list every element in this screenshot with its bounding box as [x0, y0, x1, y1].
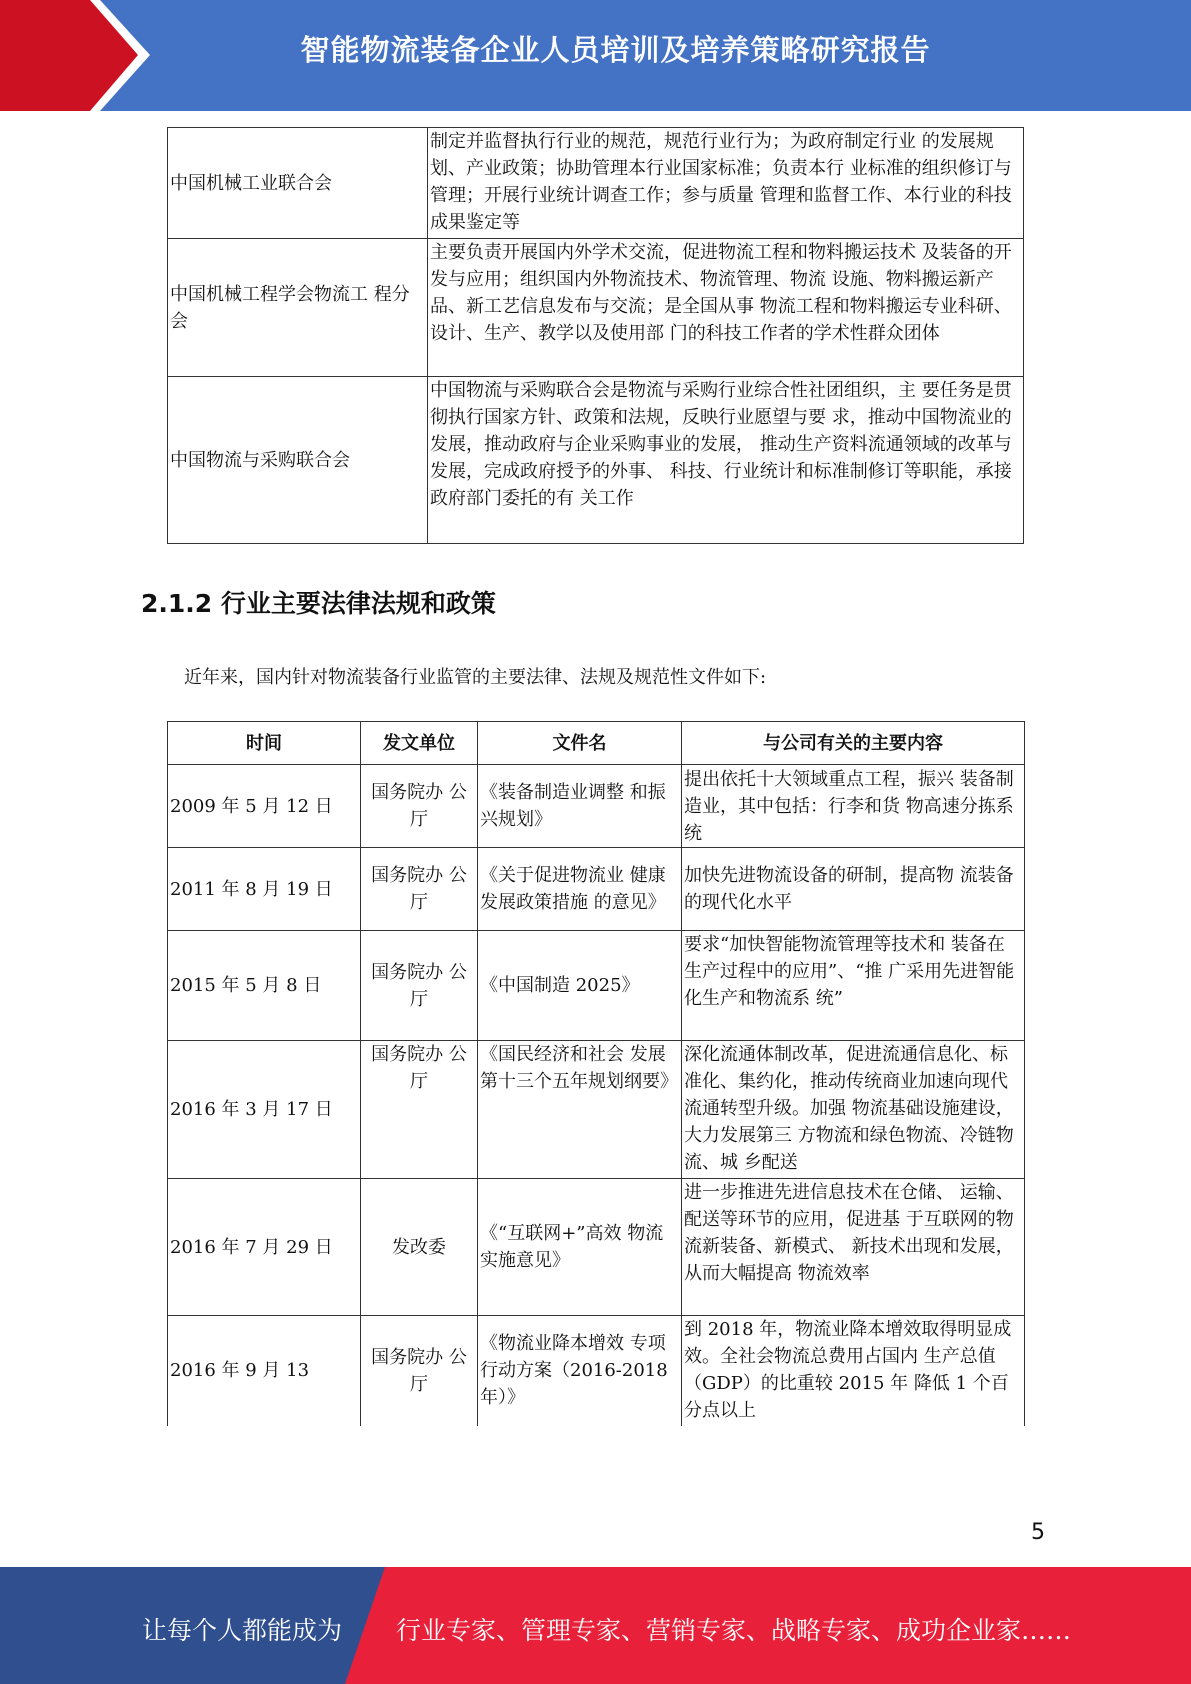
page-header	[0, 0, 1191, 111]
cell-doc: 《国民经济和社会 发展第十三个五年规划纲要》	[478, 1041, 682, 1179]
column-header: 文件名	[478, 722, 682, 765]
column-header: 发文单位	[361, 722, 478, 765]
cell-content: 到 2018 年，物流业降本增效取得明显成效。全社会物流总费用占国内 生产总值（GDP）的比重较 2015 年 降低 1 个百分点以上	[682, 1316, 1025, 1426]
org-desc: 制定并监督执行行业的规范，规范行业行为；为政府制定行业 的发展规划、产业政策；协助管理本行业国家标准；负责本行 业标准的组织修订与管理；开展行业统计调查工作；参与质量 管理和监督工作、本行业的科技成果鉴定等	[428, 128, 1024, 239]
cell-doc: 《“互联网+”高效 物流实施意见》	[478, 1179, 682, 1316]
org-desc: 主要负责开展国内外学术交流，促进物流工程和物料搬运技术 及装备的开发与应用；组织国内外物流技术、物流管理、物流 设施、物料搬运新产品、新工艺信息发布与交流；是全国从事 物流工程和物料搬运专业科研、设计、生产、教学以及使用部 门的科技工作者的学术性群众团体	[428, 239, 1024, 377]
cell-time: 2016 年 3 月 17 日	[168, 1041, 361, 1179]
cell-content: 进一步推进先进信息技术在仓储、 运输、配送等环节的应用，促进基 于互联网的物流新装备、新模式、 新技术出现和发展，从而大幅提高 物流效率	[682, 1179, 1025, 1316]
table-row	[168, 1316, 1025, 1426]
page-number: 5	[1031, 1520, 1045, 1545]
cell-time: 2011 年 8 月 19 日	[168, 848, 361, 931]
report-title: 智能物流装备企业人员培训及培养策略研究报告	[300, 33, 931, 67]
footer-right-text: 行业专家、管理专家、营销专家、战略专家、成功企业家……	[396, 1616, 1072, 1645]
footer-left-text: 让每个人都能成为	[142, 1616, 343, 1645]
table-row	[168, 931, 1025, 1041]
cell-content: 提出依托十大领域重点工程，振兴 装备制造业，其中包括：行李和货 物高速分拣系统	[682, 765, 1025, 848]
table-row	[168, 765, 1025, 848]
section-intro: 近年来，国内针对物流装备行业监管的主要法律、法规及规范性文件如下:	[184, 667, 767, 688]
cell-time: 2016 年 9 月 13	[168, 1316, 361, 1426]
cell-doc: 《关于促进物流业 健康发展政策措施 的意见》	[478, 848, 682, 931]
cell-unit: 国务院办 公厅	[361, 1041, 478, 1179]
org-name: 中国机械工程学会物流工 程分会	[168, 239, 428, 377]
law-table	[167, 721, 1025, 1426]
table-row	[168, 848, 1025, 931]
table-row	[168, 377, 1024, 544]
cell-unit: 国务院办 公厅	[361, 1316, 478, 1426]
cell-unit: 国务院办 公厅	[361, 931, 478, 1041]
column-header: 与公司有关的主要内容	[682, 722, 1025, 765]
column-header: 时间	[168, 722, 361, 765]
section-heading: 2.1.2 行业主要法律法规和政策	[141, 589, 496, 618]
table-row	[168, 1179, 1025, 1316]
cell-time: 2015 年 5 月 8 日	[168, 931, 361, 1041]
cell-doc: 《物流业降本增效 专项行动方案（2016-2018 年）》	[478, 1316, 682, 1426]
org-name: 中国物流与采购联合会	[168, 377, 428, 544]
cell-content: 要求“加快智能物流管理等技术和 装备在生产过程中的应用”、“推 广采用先进智能化生产和物流系 统”	[682, 931, 1025, 1041]
cell-doc: 《装备制造业调整 和振兴规划》	[478, 765, 682, 848]
org-desc: 中国物流与采购联合会是物流与采购行业综合性社团组织，主 要任务是贯彻执行国家方针、政策和法规，反映行业愿望与要 求，推动中国物流业的发展，推动政府与企业采购事业的发展， 推动生产资料流通领域的改革与发展，完成政府授予的外事、 科技、行业统计和标准制修订等职能，承接政府部门委托的有 关工作	[428, 377, 1024, 544]
table-row	[168, 239, 1024, 377]
cell-time: 2016 年 7 月 29 日	[168, 1179, 361, 1316]
org-name: 中国机械工业联合会	[168, 128, 428, 239]
org-table	[167, 127, 1024, 544]
cell-doc: 《中国制造 2025》	[478, 931, 682, 1041]
page-footer	[0, 1567, 1191, 1684]
table-header-row	[168, 722, 1025, 765]
cell-unit: 发改委	[361, 1179, 478, 1316]
cell-unit: 国务院办 公厅	[361, 765, 478, 848]
cell-unit: 国务院办 公厅	[361, 848, 478, 931]
cell-time: 2009 年 5 月 12 日	[168, 765, 361, 848]
table-row	[168, 128, 1024, 239]
table-row	[168, 1041, 1025, 1179]
cell-content: 深化流通体制改革，促进流通信息化、标准化、集约化，推动传统商业加速向现代流通转型升级。加强 物流基础设施建设，大力发展第三 方物流和绿色物流、冷链物流、城 乡配送	[682, 1041, 1025, 1179]
cell-content: 加快先进物流设备的研制，提高物 流装备的现代化水平	[682, 848, 1025, 931]
